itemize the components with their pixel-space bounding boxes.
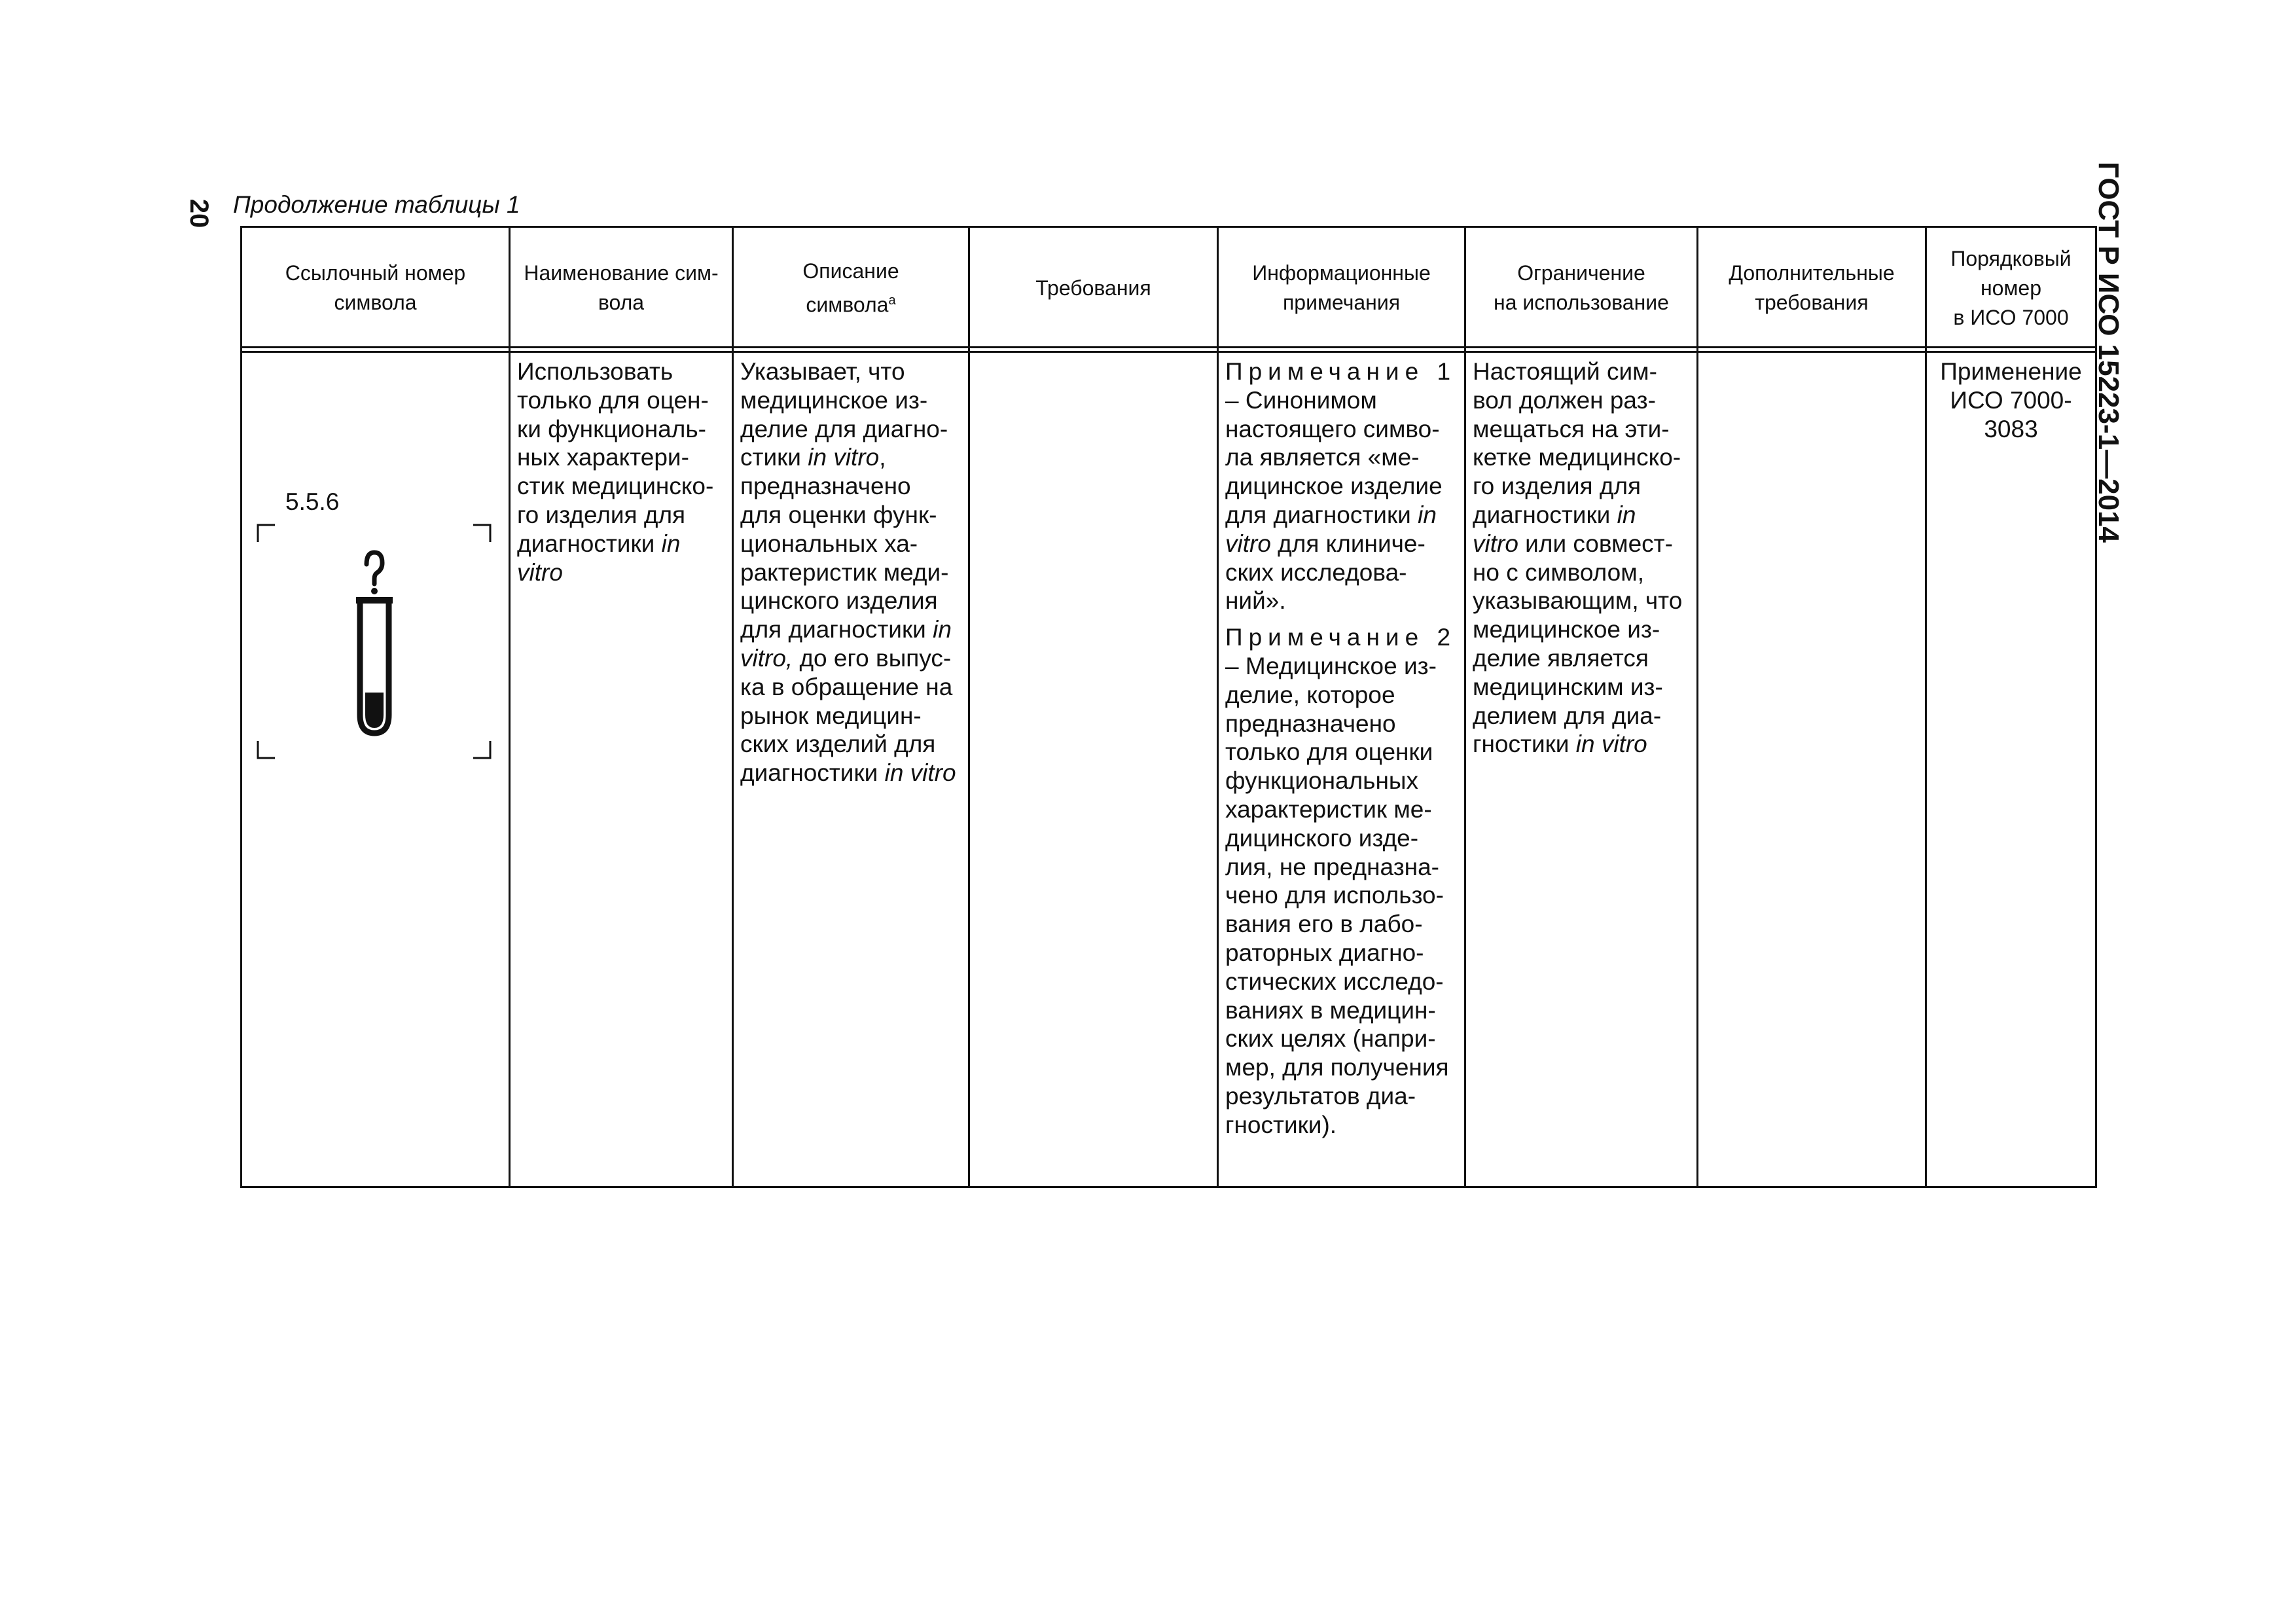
header-symbol-name: Наименование сим- вола [524, 261, 719, 314]
footnote-marker: a [888, 293, 896, 308]
cell-ref-number [242, 352, 509, 1185]
symbol-ref-number: 5.5.6 [285, 488, 340, 515]
note-label: Примечание 2 [1225, 624, 1457, 651]
cell-additional-requirements [1698, 352, 1925, 1185]
frame-corner [473, 524, 492, 542]
frame-corner [257, 524, 275, 542]
cell-iso7000-number: Применение ИСО 7000- 3083 [1940, 358, 2082, 442]
test-tube-question-mark-icon [350, 550, 399, 737]
note-label: Примечание 1 [1225, 358, 1457, 385]
standard-designation: ГОСТ Р ИСО 15223-1—2014 [2092, 161, 2125, 543]
cell-usage-limits: Настоящий сим- вол должен раз- мещаться на эти- кетке медицинско- го изделия для диагностики in vitro или совмест- но с символом, указывающим, что медицинское из- делие является медицинским из- делием для диа- гностики in vitro [1473, 358, 1683, 758]
header-info-notes: Информационные примечания [1252, 261, 1431, 314]
header-iso7000-number: Порядковый номер в ИСО 7000 [1950, 246, 2072, 329]
header-usage-limits: Ограничение на использование [1494, 261, 1669, 314]
cell-symbol-name: Использовать только для оцен- ки функциональ- ных характери- стик медицинско- го изделия для диагностики in vitro [517, 358, 714, 586]
note-1: Примечание 1 – Синонимом настоящего симво- ла является «ме- дицинское изделие для диагностики in vitro для клиниче- ских исследова- ний». [1225, 358, 1457, 615]
header-requirements: Требования [1035, 276, 1151, 300]
symbols-table [240, 226, 2097, 1188]
cell-info-notes [1219, 352, 1464, 1185]
page-number: 20 [185, 198, 214, 228]
cell-symbol-description: Указывает, что медицинское из- делие для диагно- стики in vitro, предназначено для оценки функ- циональных ха- рактеристик меди- цинского изделия для диагностики in vitro, до его выпус- ка в обращение на рынок медицин- ских изделий для диагностики in vitro [740, 358, 956, 787]
header-additional-requirements: Дополнительные требования [1729, 261, 1895, 314]
frame-corner [473, 741, 492, 759]
frame-corner [257, 741, 275, 759]
header-ref-number: Ссылочный номер символа [285, 261, 466, 314]
note-2: Примечание 2 – Медицинское из- делие, которое предназначено только для оценки функциональных характеристик ме- дицинского изде- лия, не предназна- чено для использо- вания его в лабо- раторных диагно- стических исследо- ваниях в медицин- ских целях (напри- мер, для получения результатов диа- гностики). [1225, 624, 1457, 1138]
table-continuation-caption: Продолжение таблицы 1 [233, 191, 520, 218]
header-symbol-description: Описание символа$^a$ [802, 259, 899, 317]
cell-requirements [970, 352, 1217, 1185]
